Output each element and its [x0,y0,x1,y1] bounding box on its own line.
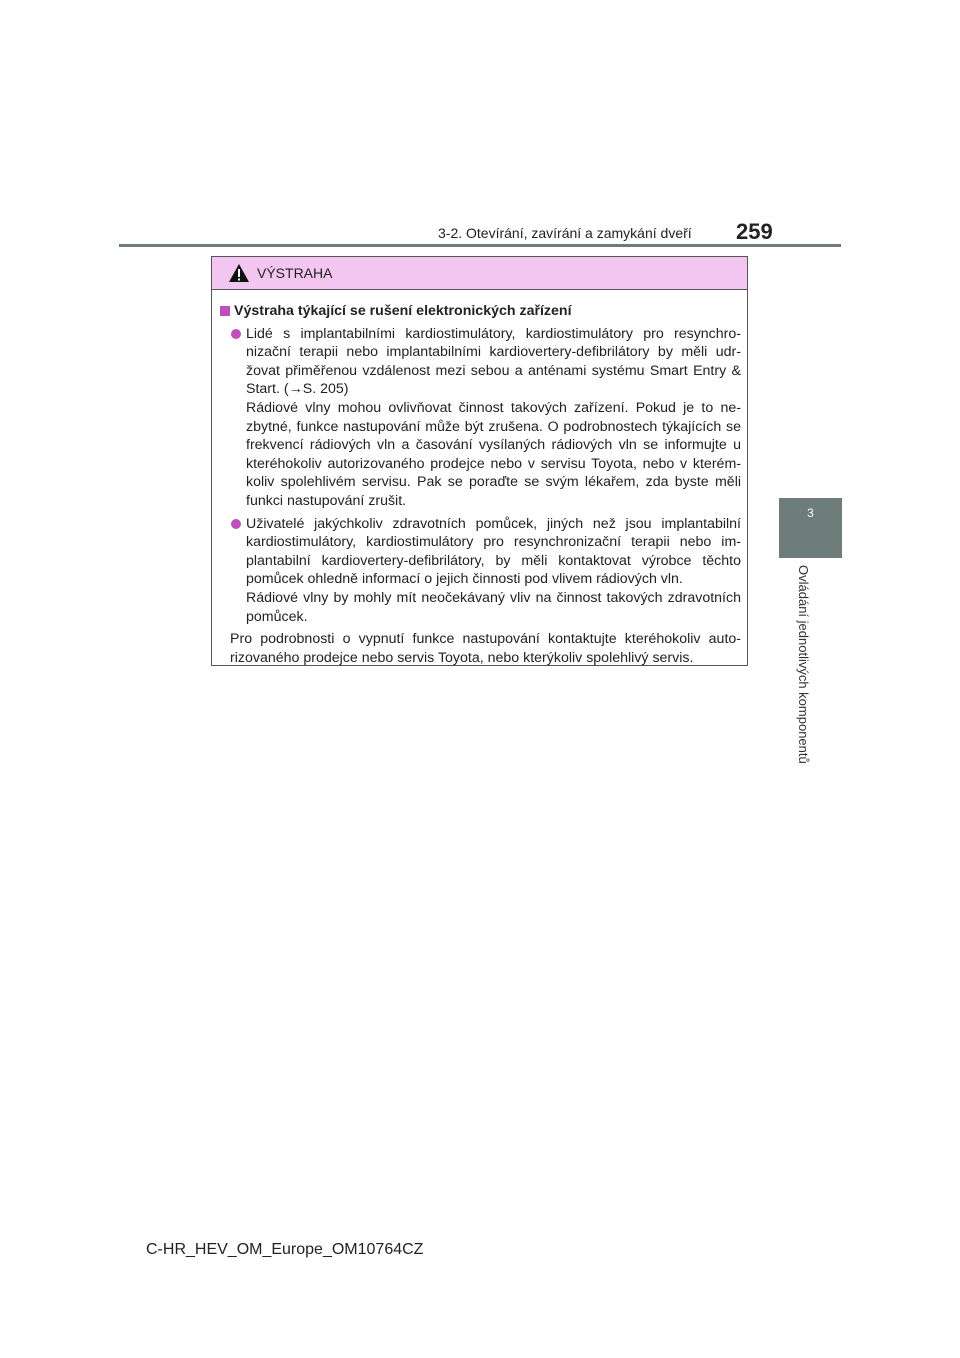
document-code: C-HR_HEV_OM_Europe_OM10764CZ [146,1241,424,1258]
list-item [220,325,741,511]
warning-box [211,256,748,666]
warning-triangle-icon [228,263,250,283]
page-number: 259 [736,219,773,244]
list-item [220,515,741,627]
closing-paragraph: Pro podrobnosti o vypnutí funkce nastupování kontaktujte kteréhokoliv auto-rizovaného prodejce nebo servis Toyota, nebo kterýkoliv spolehlivý servis. [230,631,741,666]
round-bullet-icon [231,329,241,339]
chapter-number: 3 [807,506,814,520]
bullet-paragraph: Lidé s implantabilními kardiostimulátory, kardiostimulátory pro resynchro-nizační terapii nebo implantabilními kardiovertery-defibrilátory by měli udr-žovat přiměřenou vzdálenost mezi sebou a anténami systému Smart Entry & Start. (→S. 205) [246,325,741,398]
section-title: 3-2. Otevírání, zavírání a zamykání dveří [438,225,692,241]
warning-topic-text: Výstraha týkající se rušení elektronických zařízení [234,303,572,319]
bullet-paragraph: Uživatelé jakýchkoliv zdravotních pomůcek, jiných než jsou implantabilní kardiostimulátory, kardiostimulátory pro resynchronizační terapii nebo im-plantabilní kardiovertery-defibrilátory, by měli kontaktovat výrobce těchto pomůcek ohledně informací o jejich činnosti pod vlivem rádiových vln. [246,515,741,588]
header-divider [119,244,841,247]
warning-topic [220,302,741,321]
bullet-paragraph: Rádiové vlny mohou ovlivňovat činnost takových zařízení. Pokud je to ne-zbytné, funkce nastupování může být zrušena. O podrobnostech týkajících se frekvencí rádiových vln a časování vysílaných rádiových vln se informujte u kteréhokoliv autorizovaného prodejce nebo v servisu Toyota, nebo v kterém-koliv spolehlivém servisu. Pak se poraďte se svým lékařem, zda byste měli funkci nastupování zrušit. [246,399,741,509]
warning-header [212,257,747,290]
chapter-tab [779,498,842,558]
square-bullet-icon [220,306,230,316]
bullet-paragraph: Rádiové vlny by mohly mít neočekávaný vliv na činnost takových zdravotních pomůcek. [246,589,741,625]
round-bullet-icon [231,519,241,529]
warning-body [212,290,747,667]
chapter-title: Ovládání jednotlivých komponentů [796,565,811,764]
warning-title: VÝSTRAHA [257,265,333,281]
